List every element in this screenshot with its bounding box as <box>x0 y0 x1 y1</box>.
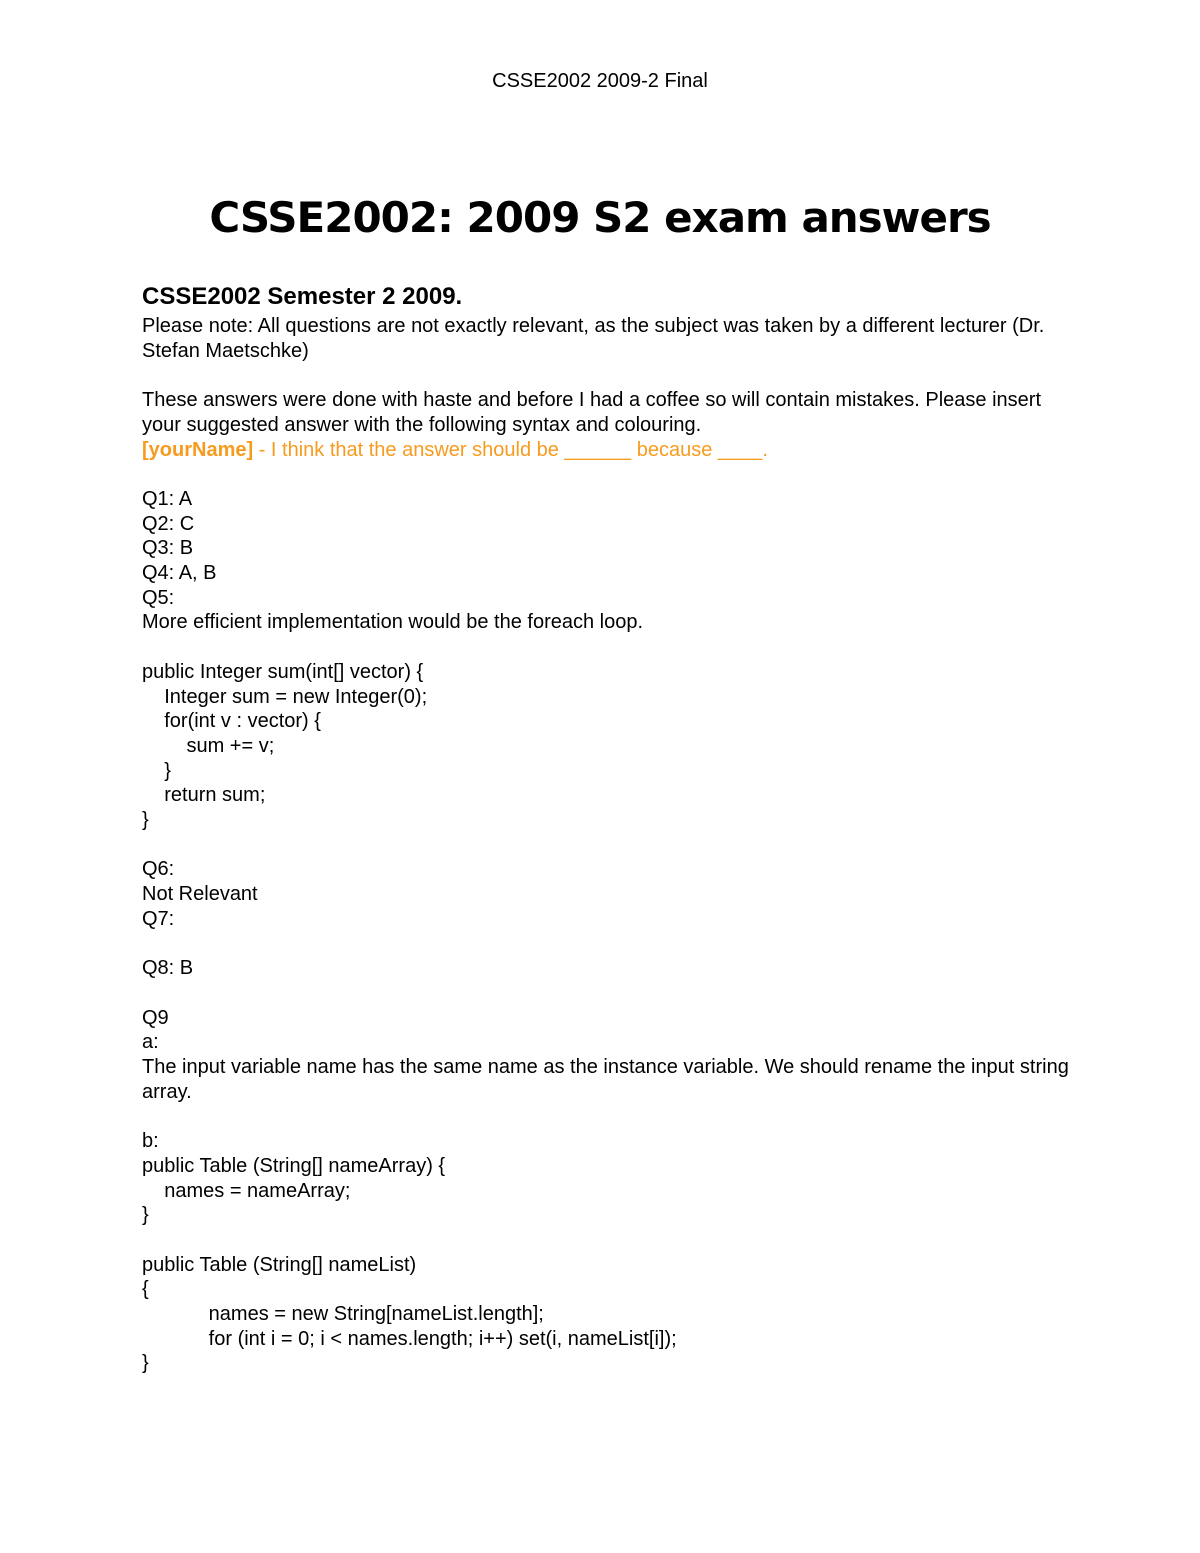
section-subheading: CSSE2002 Semester 2 2009. <box>142 283 463 310</box>
answer-q9: Q9 <box>142 1006 169 1029</box>
answer-template <box>142 438 1082 463</box>
code-line: } <box>142 809 149 832</box>
code-line: } <box>142 1352 149 1375</box>
code-line: names = new String[nameList.length]; <box>142 1303 544 1325</box>
answer-q5-text: More efficient implementation would be the foreach loop. <box>142 611 644 634</box>
answer-q4: Q4: A, B <box>142 562 217 584</box>
answer-q8: Q8: B <box>142 957 194 980</box>
disclaimer-paragraph: These answers were done with haste and before I had a coffee so will contain mistakes. Please insert your suggested answer with the following syntax and colouring. <box>142 389 1042 436</box>
code-line: sum += v; <box>142 734 275 757</box>
code-line: { <box>142 1278 149 1301</box>
answer-q6-text: Not Relevant <box>142 883 258 906</box>
answer-q1: Q1: A <box>142 487 193 510</box>
answer-q5: Q5: <box>142 586 175 609</box>
code-line: names = nameArray; <box>142 1179 351 1202</box>
answer-q7: Q7: <box>142 907 175 930</box>
answer-q9-b: b: <box>142 1130 159 1153</box>
running-header: CSSE2002 2009-2 Final <box>492 70 708 92</box>
document-body <box>142 282 1082 1376</box>
code-line: for (int i = 0; i < names.length; i++) set(i, nameList[i]); <box>142 1327 677 1350</box>
code-line: public Integer sum(int[] vector) { <box>142 660 424 683</box>
answer-q9-a-text: The input variable name has the same name as the instance variable. We should rename the input string array. <box>142 1056 1069 1103</box>
code-line: for(int v : vector) { <box>142 710 321 733</box>
code-line: public Table (String[] nameArray) { <box>142 1154 446 1177</box>
note-paragraph: Please note: All questions are not exactly relevant, as the subject was taken by a different lecturer (Dr. Stefan Maetschke) <box>142 315 1045 362</box>
code-line: public Table (String[] nameList) <box>142 1253 417 1276</box>
code-line: Integer sum = new Integer(0); <box>142 685 428 708</box>
code-line: } <box>142 759 171 782</box>
template-name-tag: [yourName] <box>142 438 254 461</box>
answer-q6: Q6: <box>142 858 175 881</box>
answer-q9-a: a: <box>142 1031 159 1054</box>
document-title: CSSE2002: 2009 S2 exam answers <box>209 193 991 242</box>
answer-q3: Q3: B <box>142 537 194 560</box>
template-text: - I think that the answer should be ______ because ____. <box>253 438 768 461</box>
code-line: return sum; <box>142 784 266 807</box>
code-line: } <box>142 1204 149 1227</box>
answer-q2: Q2: C <box>142 512 195 535</box>
